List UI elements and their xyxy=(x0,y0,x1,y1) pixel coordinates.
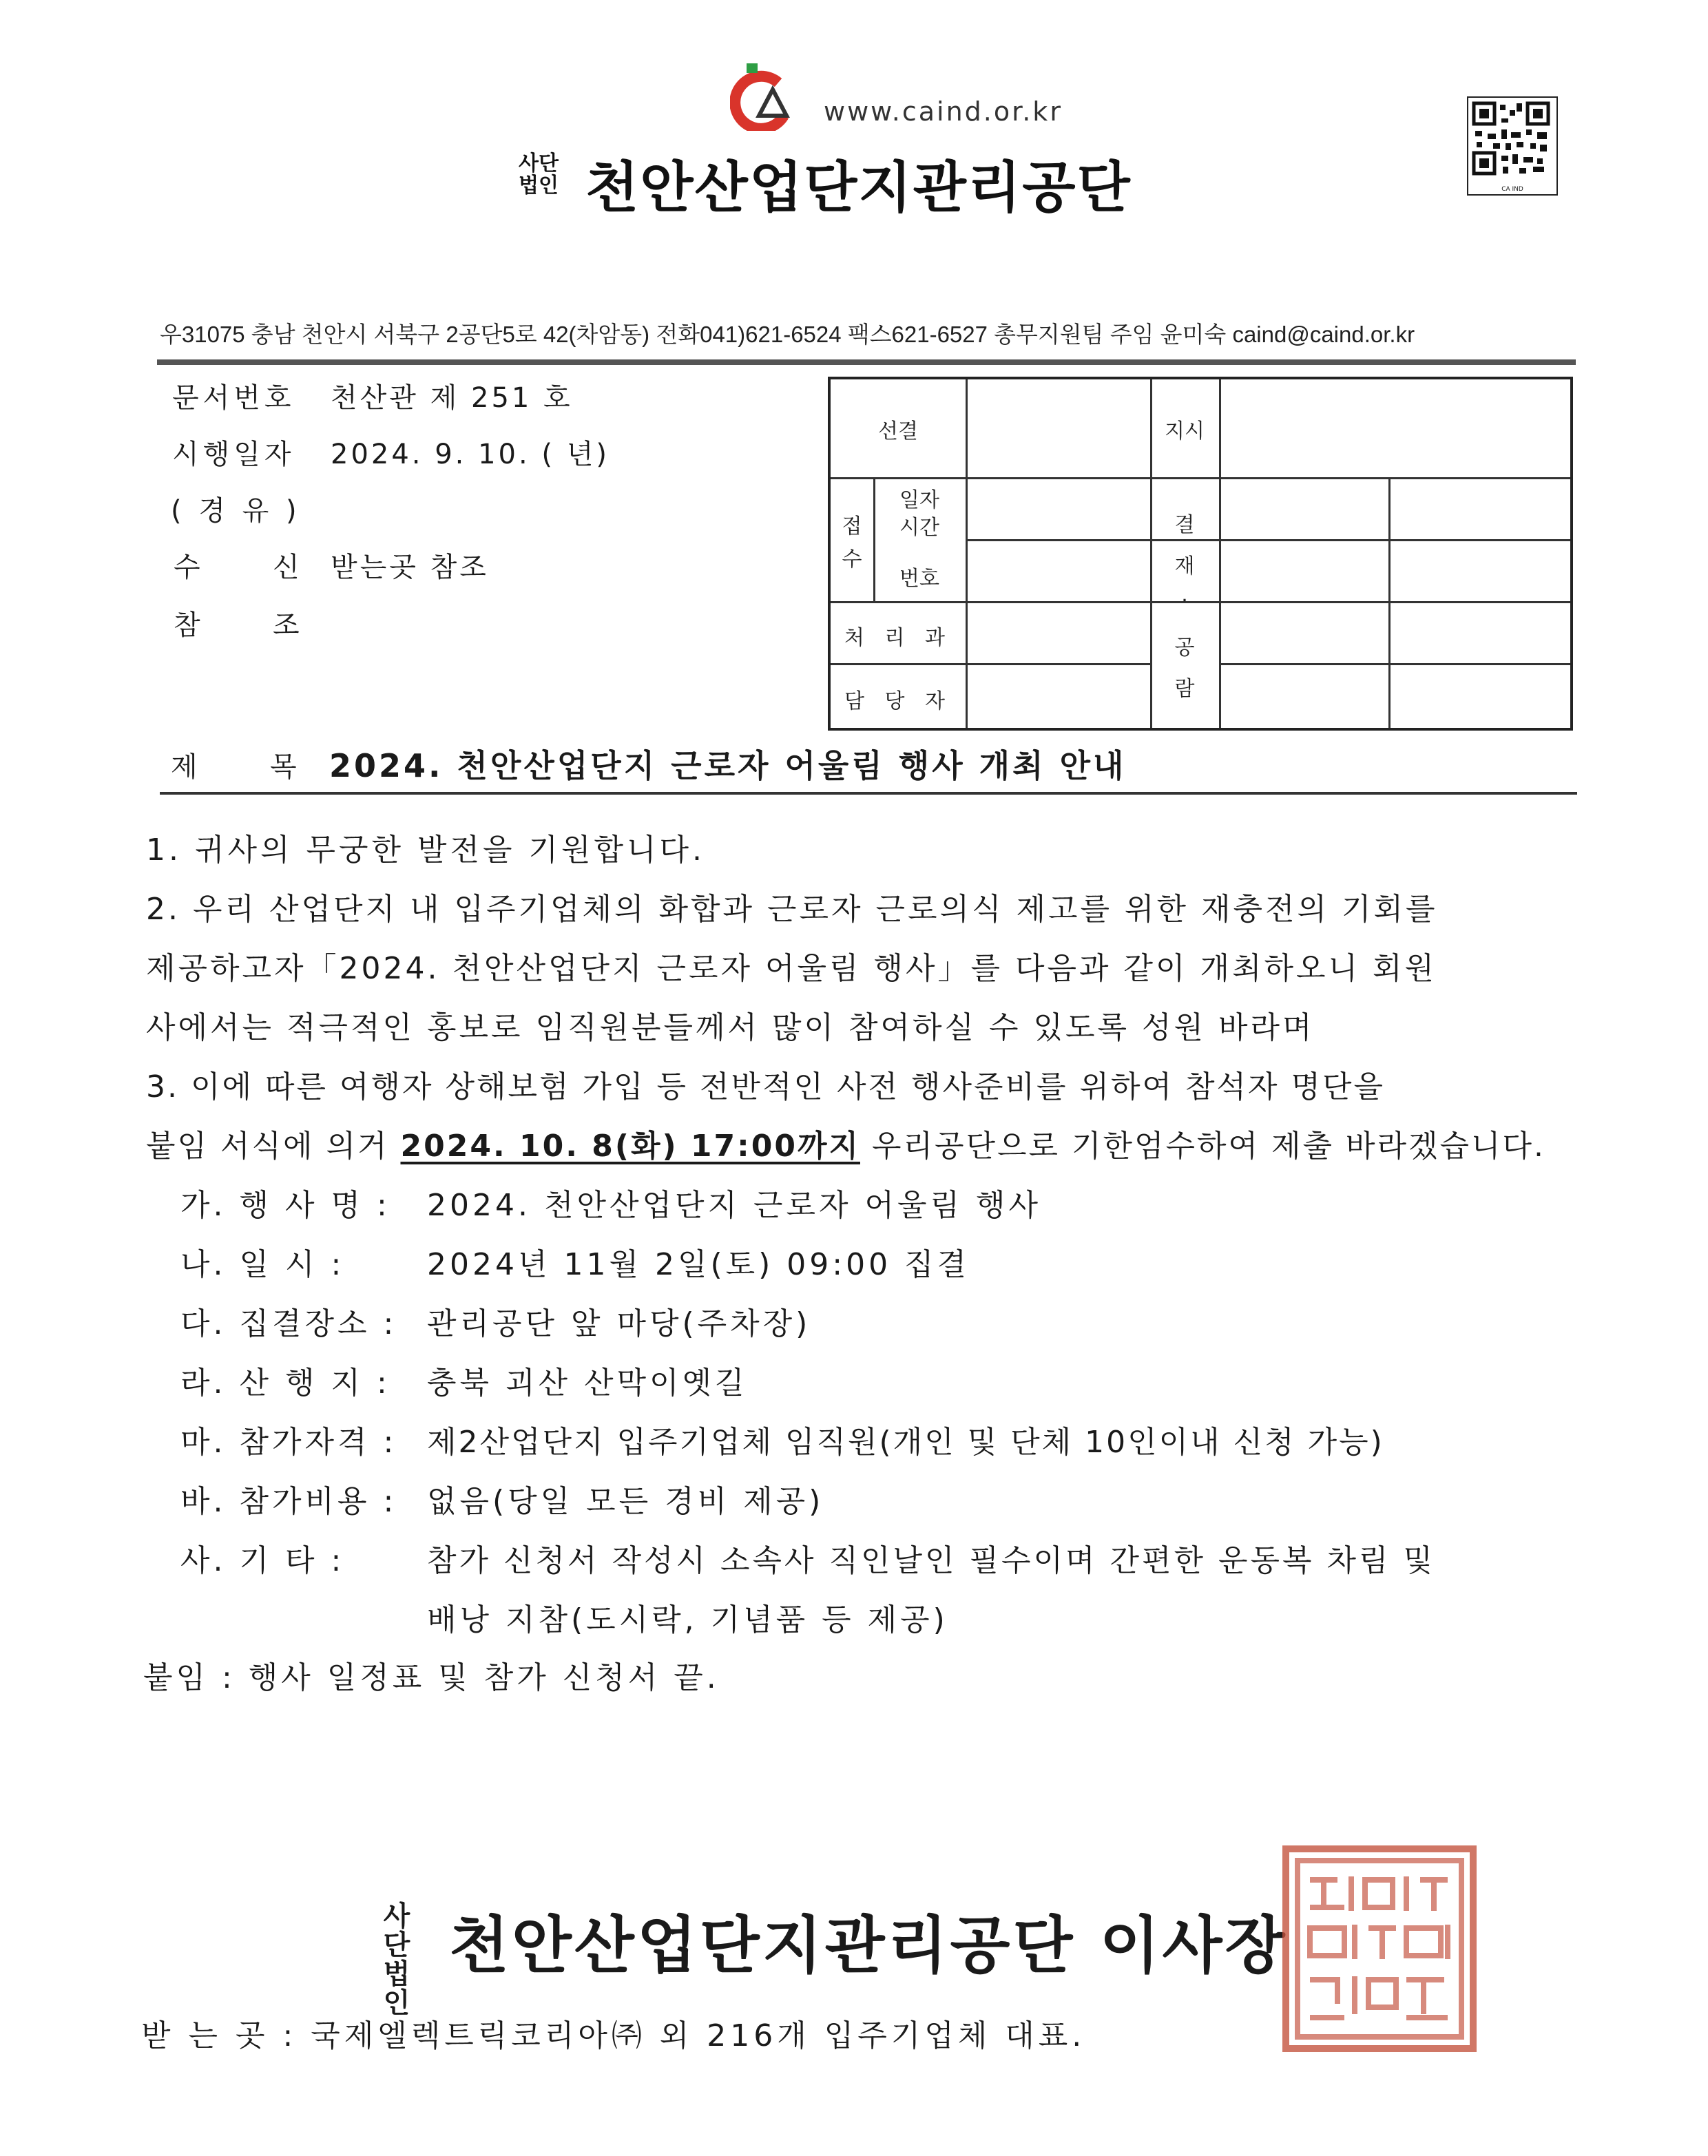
deadline-text: 2024. 10. 8(화) 17:00까지 xyxy=(400,1129,860,1164)
approval-seongyeol: 선결 xyxy=(878,419,918,443)
corp-type-label xyxy=(518,153,559,197)
approval-line xyxy=(1219,379,1221,728)
approval-side-2: 재 xyxy=(1174,554,1195,578)
corp-type-line1: 사단 xyxy=(519,151,559,176)
approval-side-3: · xyxy=(1181,589,1188,613)
item-value-5: 제2산업단지 입주기업체 임직원(개인 및 단체 10인이내 신청 가능) xyxy=(427,1425,1384,1460)
approval-dept: 처 리 과 xyxy=(844,626,952,650)
paragraph-2-line2: 제공하고자「2024. 천안산업단지 근로자 어울림 행사」를 다음과 같이 개최하오니 회원 xyxy=(146,951,1437,986)
issuer-title: 천안산업단지관리공단 이사장 xyxy=(449,1909,1288,1982)
paragraph-1: 1. 귀사의 무궁한 발전을 기원합니다. xyxy=(146,833,705,868)
to-label-b: 신 xyxy=(273,552,304,583)
approval-number: 번호 xyxy=(899,567,939,591)
recipients-line: 받 는 곳 : 국제엘렉트릭코리아㈜ 외 216개 입주기업체 대표. xyxy=(141,2018,1086,2053)
official-seal-icon xyxy=(1282,1845,1477,2052)
approval-line xyxy=(1150,539,1570,541)
date-label: 시행일자 xyxy=(172,439,295,470)
org-name: 천안산업단지관리공단 xyxy=(585,156,1132,220)
item-value-1: 2024. 천안산업단지 근로자 어울림 행사 xyxy=(427,1188,1041,1223)
approval-staff: 담 당 자 xyxy=(844,689,952,713)
attachment-line: 붙임 : 행사 일정표 및 참가 신청서 끝. xyxy=(143,1660,720,1695)
to-value: 받는곳 참조 xyxy=(331,552,489,583)
ref-label-a: 참 xyxy=(174,609,205,641)
approval-line xyxy=(831,663,1150,665)
caind-logo-icon xyxy=(730,62,806,131)
approval-jeopsu-b: 수 xyxy=(842,547,862,572)
footer-corp-type xyxy=(372,1902,421,2018)
paragraph-3-post: 우리공단으로 기한엄수하여 제출 바라겠습니다. xyxy=(860,1129,1545,1164)
approval-side-1: 결 xyxy=(1174,513,1195,537)
subject-label-a: 제 xyxy=(171,751,198,783)
item-value-7: 참가 신청서 작성시 소속사 직인날인 필수이며 간편한 운동복 차림 및 xyxy=(427,1543,1435,1578)
paragraph-2-line1: 2. 우리 산업단지 내 입주기업체의 화합과 근로자 근로의식 제고를 위한 재충전의 기회를 xyxy=(146,892,1438,927)
to-label-a: 수 xyxy=(174,552,205,583)
item-label-1: 가. 행 사 명 : xyxy=(180,1188,390,1223)
doc-no-label: 문서번호 xyxy=(172,382,295,414)
item-label-7: 사. 기 타 : xyxy=(180,1543,345,1578)
item-value-2: 2024년 11월 2일(토) 09:00 집결 xyxy=(427,1247,970,1282)
paragraph-3-line1: 3. 이에 따른 여행자 상해보험 가입 등 전반적인 사전 행사준비를 위하여 참석자 명단을 xyxy=(146,1069,1385,1105)
approval-side-5: 람 xyxy=(1174,677,1195,701)
header-divider xyxy=(157,359,1576,365)
approval-line xyxy=(831,477,1570,479)
footer-corp-line2: 법인 xyxy=(383,1958,410,2019)
paragraph-3-pre: 붙임 서식에 의거 xyxy=(146,1129,401,1164)
item-label-4: 라. 산 행 지 : xyxy=(180,1365,390,1401)
doc-no-value: 천산관 제 251 호 xyxy=(331,382,573,414)
qr-label: CA IND xyxy=(1501,186,1523,193)
ref-label-b: 조 xyxy=(273,609,304,641)
item-label-5: 마. 참가자격 : xyxy=(180,1425,397,1460)
item-label-2: 나. 일 시 : xyxy=(180,1247,345,1282)
item-label-6: 바. 참가비용 : xyxy=(180,1484,397,1519)
approval-date-b: 시간 xyxy=(899,516,939,540)
approval-line xyxy=(1219,663,1570,665)
footer-corp-line1: 사단 xyxy=(383,1901,410,1961)
subject-divider xyxy=(160,792,1577,795)
approval-line xyxy=(831,601,1150,603)
item-value-7-cont: 배낭 지참(도시락, 기념품 등 제공) xyxy=(427,1602,948,1637)
approval-line xyxy=(966,379,968,728)
approval-jeopsu-a: 접 xyxy=(842,514,862,538)
approval-jisi: 지시 xyxy=(1165,419,1205,443)
date-value: 2024. 9. 10. ( 년) xyxy=(331,439,610,470)
via-label: ( 경 유 ) xyxy=(171,495,301,527)
approval-side-4: 공 xyxy=(1174,636,1195,660)
subject-label-b: 목 xyxy=(270,751,297,783)
qr-code-icon[interactable] xyxy=(1467,96,1558,196)
approval-table xyxy=(828,377,1573,731)
corp-type-line2: 법인 xyxy=(519,174,559,198)
approval-line xyxy=(1388,477,1391,728)
contact-line: 우31075 충남 천안시 서북구 2공단5로 42(차암동) 전화041)621-6524 팩스621-6527 총무지원팀 주임 윤미숙 caind@caind.or.kr xyxy=(160,322,1415,347)
item-value-3: 관리공단 앞 마당(주차장) xyxy=(427,1306,811,1341)
item-label-3: 다. 집결장소 : xyxy=(180,1306,397,1341)
approval-date-a: 일자 xyxy=(899,488,939,512)
paragraph-3-line2 xyxy=(146,1121,1545,1165)
subject-title: 2024. 천안산업단지 근로자 어울림 행사 개최 안내 xyxy=(329,747,1127,784)
item-value-6: 없음(당일 모든 경비 제공) xyxy=(427,1484,824,1519)
website-url[interactable]: www.caind.or.kr xyxy=(824,96,1063,127)
paragraph-2-line3: 사에서는 적극적인 홍보로 임직원분들께서 많이 참여하실 수 있도록 성원 바라며 xyxy=(146,1010,1315,1045)
item-value-4: 충북 괴산 산막이옛길 xyxy=(427,1365,748,1401)
approval-line xyxy=(966,539,1150,541)
